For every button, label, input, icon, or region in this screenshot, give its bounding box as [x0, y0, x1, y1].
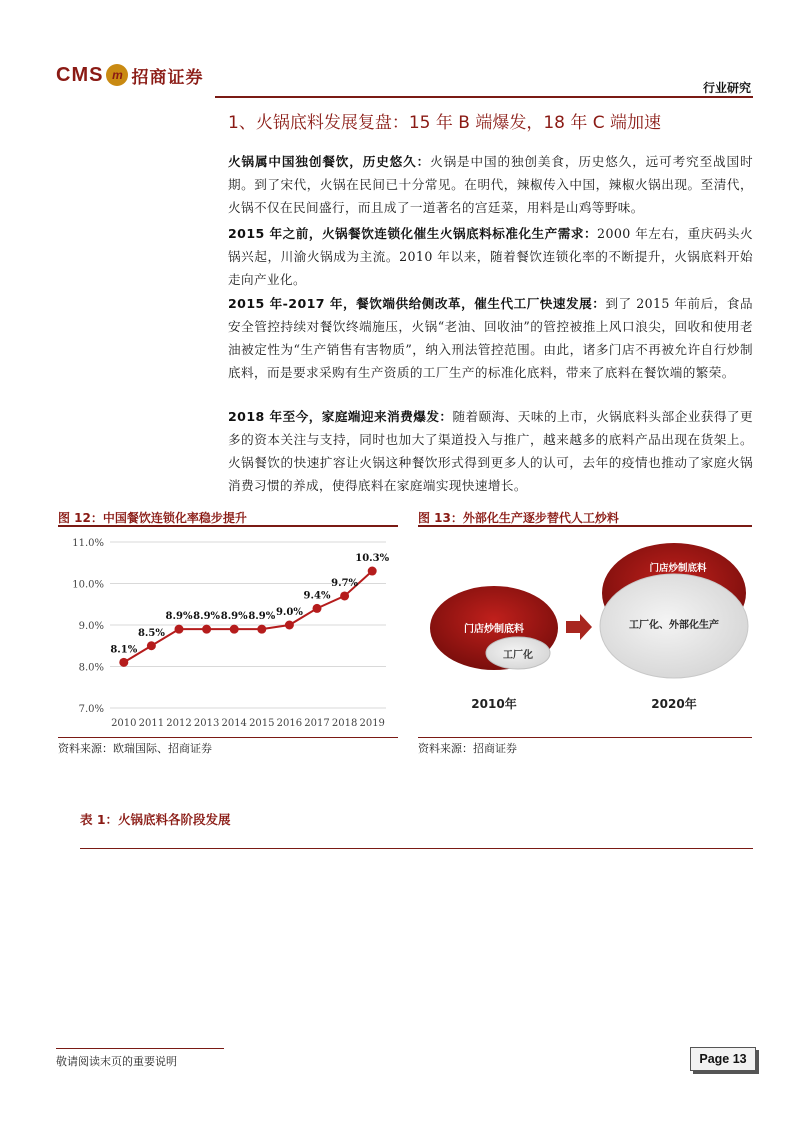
x-tick-label: 2011 [138, 718, 165, 729]
paragraph-1 [228, 150, 753, 219]
data-label: 8.9% [248, 611, 276, 623]
table-1-rule [80, 848, 753, 849]
x-tick-label: 2014 [221, 718, 247, 729]
data-label: 8.1% [110, 644, 138, 656]
y-tick-label: 10.0% [72, 579, 104, 591]
logo-text: CMS [56, 63, 104, 86]
y-tick-label: 7.0% [78, 704, 104, 715]
data-point [368, 567, 377, 576]
data-point [313, 604, 322, 613]
x-tick-label: 2018 [331, 718, 358, 729]
section-title: 1、火锅底料发展复盘：15 年 B 端爆发，18 年 C 端加速 [228, 113, 662, 133]
x-tick-label: 2013 [193, 718, 220, 729]
y-tick-label: 11.0% [72, 538, 104, 549]
paragraph-2 [228, 222, 753, 291]
figure-13-top-rule [418, 525, 752, 527]
figure-12-source: 资料来源：欧瑞国际、招商证券 [58, 742, 212, 755]
data-point [119, 658, 128, 667]
header-divider [215, 96, 753, 98]
figure-13-source: 资料来源：招商证券 [418, 742, 517, 755]
data-point [285, 621, 294, 630]
paragraph-4 [228, 405, 753, 497]
paragraph-1-text: 火锅是中国的独创美食，历史悠久，远可考究至战国时期。到了宋代，火锅在民间已十分常见。在明代，辣椒传入中国，辣椒火锅出现。至清代，火锅不仅在民间盛行，而且成了一道著名的宫廷菜，用料是山鸡等野味。 [228, 154, 753, 215]
x-tick-label: 2017 [304, 718, 330, 729]
data-point [202, 625, 211, 634]
logo-mark-icon: m [106, 64, 128, 86]
data-label: 9.7% [331, 577, 359, 589]
x-tick-label: 2010 [111, 718, 137, 729]
figure-13-bottom-rule [418, 737, 752, 738]
line-chart [58, 528, 398, 736]
logo-cn-text: 招商证券 [131, 67, 204, 88]
right-factory-label: 工厂化、外部化生产 [629, 620, 719, 631]
y-tick-label: 9.0% [78, 621, 104, 632]
figure-12-chart [58, 528, 398, 736]
figure-12-top-rule [58, 525, 398, 527]
data-label: 9.4% [303, 590, 331, 602]
paragraph-2-lead: 2015 年之前，火锅餐饮连锁化催生火锅底料标准化生产需求： [228, 226, 598, 241]
left-store-label: 门店炒制底料 [464, 624, 524, 635]
paragraph-2-text: 2000 年左右，重庆码头火锅兴起，川渝火锅成为主流。2010 年以来，随着餐饮连锁化率的不断提升，火锅底料开始走向产业化。 [228, 226, 754, 287]
right-arrow-icon [566, 614, 592, 640]
data-point [340, 591, 349, 600]
data-point [175, 625, 184, 634]
brand-logo [56, 62, 203, 88]
paragraph-3 [228, 292, 753, 384]
figure-13-diagram [418, 528, 752, 736]
data-label: 9.0% [275, 607, 303, 618]
data-point [257, 625, 266, 634]
footer-divider [56, 1048, 224, 1049]
left-year-label: 2010年 [471, 697, 517, 711]
data-label: 8.9% [220, 611, 248, 623]
paragraph-4-text: 随着颐海、天味的上市，火锅底料头部企业获得了更多的资本关注与支持，同时也加大了渠道投入与推广，越来越多的底料产品出现在货架上。火锅餐饮的快速扩容让火锅这种餐饮形式得到更多人的认可，去年的疫情也推动了家庭火锅消费习惯的养成，使得底料在家庭端实现快速增长。 [228, 409, 753, 493]
figure-13-title: 图 13：外部化生产逐步替代人工炒料 [418, 511, 619, 525]
figure-12-title: 图 12：中国餐饮连锁化率稳步提升 [58, 511, 247, 525]
data-label: 8.9% [193, 611, 221, 623]
figure-12-bottom-rule [58, 737, 398, 738]
paragraph-3-lead: 2015 年-2017 年，餐饮端供给侧改革，催生代工厂快速发展： [228, 296, 606, 311]
x-tick-label: 2019 [359, 718, 385, 729]
paragraph-3-text: 到了 2015 年前后，食品安全管控持续对餐饮终端施压，火锅“老油、回收油”的管控被推上风口浪尖，回收和使用老油被定性为“生产销售有害物质”，纳入刑法管控范围。由此，诸多门店不再被允许自行炒制底料，而是要求采购有生产资质的工厂生产的标准化底料，带来了底料在餐饮端的繁荣。 [228, 296, 753, 380]
report-category: 行业研究 [702, 81, 751, 95]
x-tick-label: 2016 [276, 718, 303, 729]
outsourcing-diagram [418, 528, 752, 736]
data-label: 10.3% [355, 553, 390, 565]
paragraph-1-lead: 火锅属中国独创餐饮，历史悠久： [228, 154, 431, 169]
right-year-label: 2020年 [651, 697, 697, 711]
table-1-title: 表 1：火锅底料各阶段发展 [80, 812, 231, 827]
data-label: 8.5% [137, 627, 165, 639]
paragraph-4-lead: 2018 年至今，家庭端迎来消费爆发： [228, 409, 453, 424]
footer-note: 敬请阅读末页的重要说明 [56, 1055, 177, 1068]
x-tick-label: 2012 [166, 718, 192, 729]
left-factory-label: 工厂化 [503, 650, 533, 661]
data-point [230, 625, 239, 634]
data-point [147, 641, 156, 650]
page-number: Page 13 [690, 1047, 756, 1071]
data-label: 8.9% [165, 611, 193, 623]
right-store-label: 门店炒制底料 [649, 563, 707, 574]
x-tick-label: 2015 [249, 718, 275, 729]
y-tick-label: 8.0% [78, 662, 104, 674]
